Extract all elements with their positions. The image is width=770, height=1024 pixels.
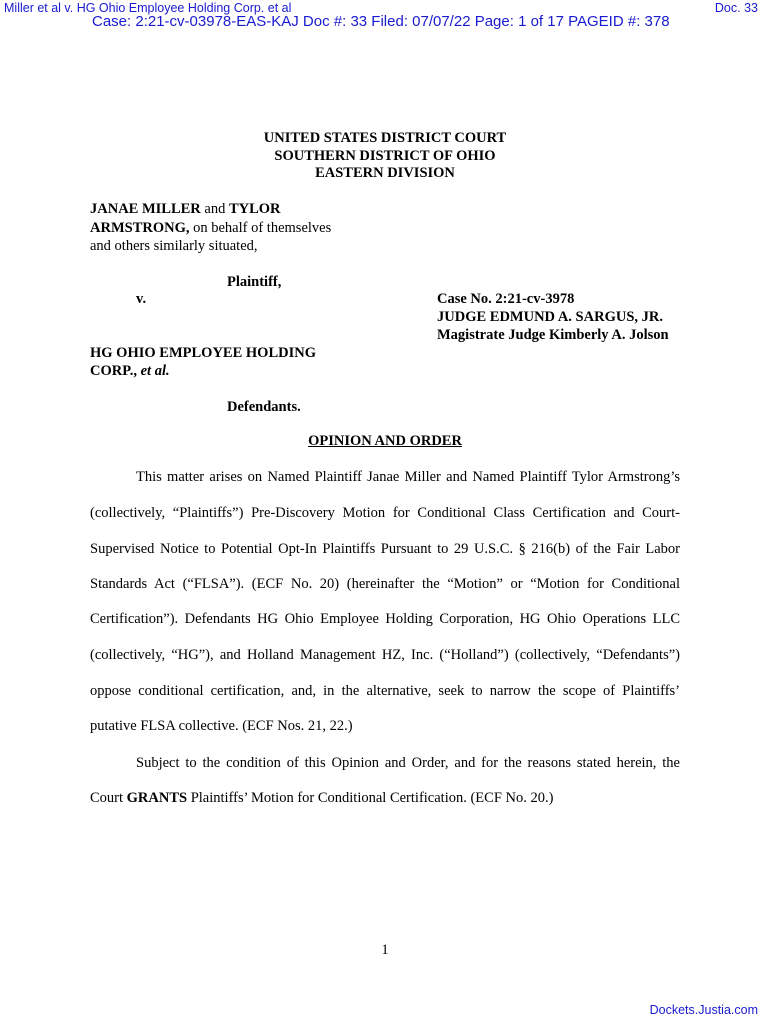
defendant-line-2 (90, 363, 170, 380)
division-name: EASTERN DIVISION (315, 165, 455, 181)
body-line: Supervised Notice to Potential Opt-In Plaintiffs Pursuant to 29 U.S.C. § 216(b) of the Fair Labor (90, 541, 680, 557)
body-line: putative FLSA collective. (ECF Nos. 21, 22.) (90, 718, 353, 734)
body-line: oppose conditional certification, and, in the alternative, seek to narrow the scope of Plaintiffs’ (90, 683, 680, 699)
magistrate-name: Magistrate Judge Kimberly A. Jolson (437, 327, 669, 343)
body-line: (collectively, “HG”), and Holland Management HZ, Inc. (“Holland”) (collectively, “Defendants”) (90, 647, 680, 663)
defendant-name: CORP., (90, 363, 137, 379)
plaintiff-similarly: and others similarly situated, (90, 238, 258, 254)
judge-name: JUDGE EDMUND A. SARGUS, JR. (437, 309, 663, 325)
plaintiff-name: TYLOR (228, 201, 281, 217)
body-line: Certification”). Defendants HG Ohio Employee Holding Corporation, HG Ohio Operations LLC (90, 611, 680, 627)
plaintiff-name: JANAE MILLER (90, 201, 201, 217)
body-line: (collectively, “Plaintiffs”) Pre-Discovery Motion for Conditional Class Certification and Court- (90, 505, 680, 521)
body-line: Subject to the condition of this Opinion and Order, and for the reasons stated herein, the (136, 755, 680, 771)
court-heading (0, 130, 770, 183)
body-line: This matter arises on Named Plaintiff Janae Miller and Named Plaintiff Tylor Armstrong’s (136, 469, 680, 485)
grants-word: GRANTS (126, 790, 188, 806)
plaintiff-behalf: on behalf of themselves (189, 220, 332, 236)
defendant-et-al: et al. (137, 363, 170, 379)
defendant-line-1: HG OHIO EMPLOYEE HOLDING (90, 345, 316, 361)
doc-number-stamp: Doc. 33 (714, 1, 758, 15)
page-number: 1 (381, 942, 389, 958)
case-number: Case No. 2:21-cv-3978 (437, 291, 575, 307)
docket-title-stamp: Miller et al v. HG Ohio Employee Holding Corp. et al (4, 1, 292, 15)
body-line: Standards Act (“FLSA”). (ECF No. 20) (hereinafter the “Motion” or “Motion for Conditional (90, 576, 680, 592)
district-name: SOUTHERN DISTRICT OF OHIO (274, 147, 496, 164)
plaintiff-line-1 (90, 201, 281, 218)
body-line-grants (90, 790, 680, 807)
opinion-title: OPINION AND ORDER (308, 433, 462, 449)
case-header-stamp: Case: 2:21-cv-03978-EAS-KAJ Doc #: 33 Filed: 07/07/22 Page: 1 of 17 PAGEID #: 378 (92, 13, 670, 30)
defendants-label: Defendants. (227, 399, 301, 415)
plaintiff-and: and (200, 201, 229, 217)
court-name: UNITED STATES DISTRICT COURT (263, 130, 507, 146)
justia-footer-link[interactable]: Dockets.Justia.com (649, 1003, 758, 1017)
grants-rest: Plaintiffs’ Motion for Conditional Certification. (ECF No. 20.) (187, 790, 554, 806)
plaintiff-label: Plaintiff, (227, 274, 282, 290)
plaintiff-line-2 (90, 220, 331, 237)
plaintiff-name: ARMSTRONG, (90, 220, 190, 236)
versus: v. (136, 291, 147, 307)
court-word: Court (90, 790, 127, 806)
